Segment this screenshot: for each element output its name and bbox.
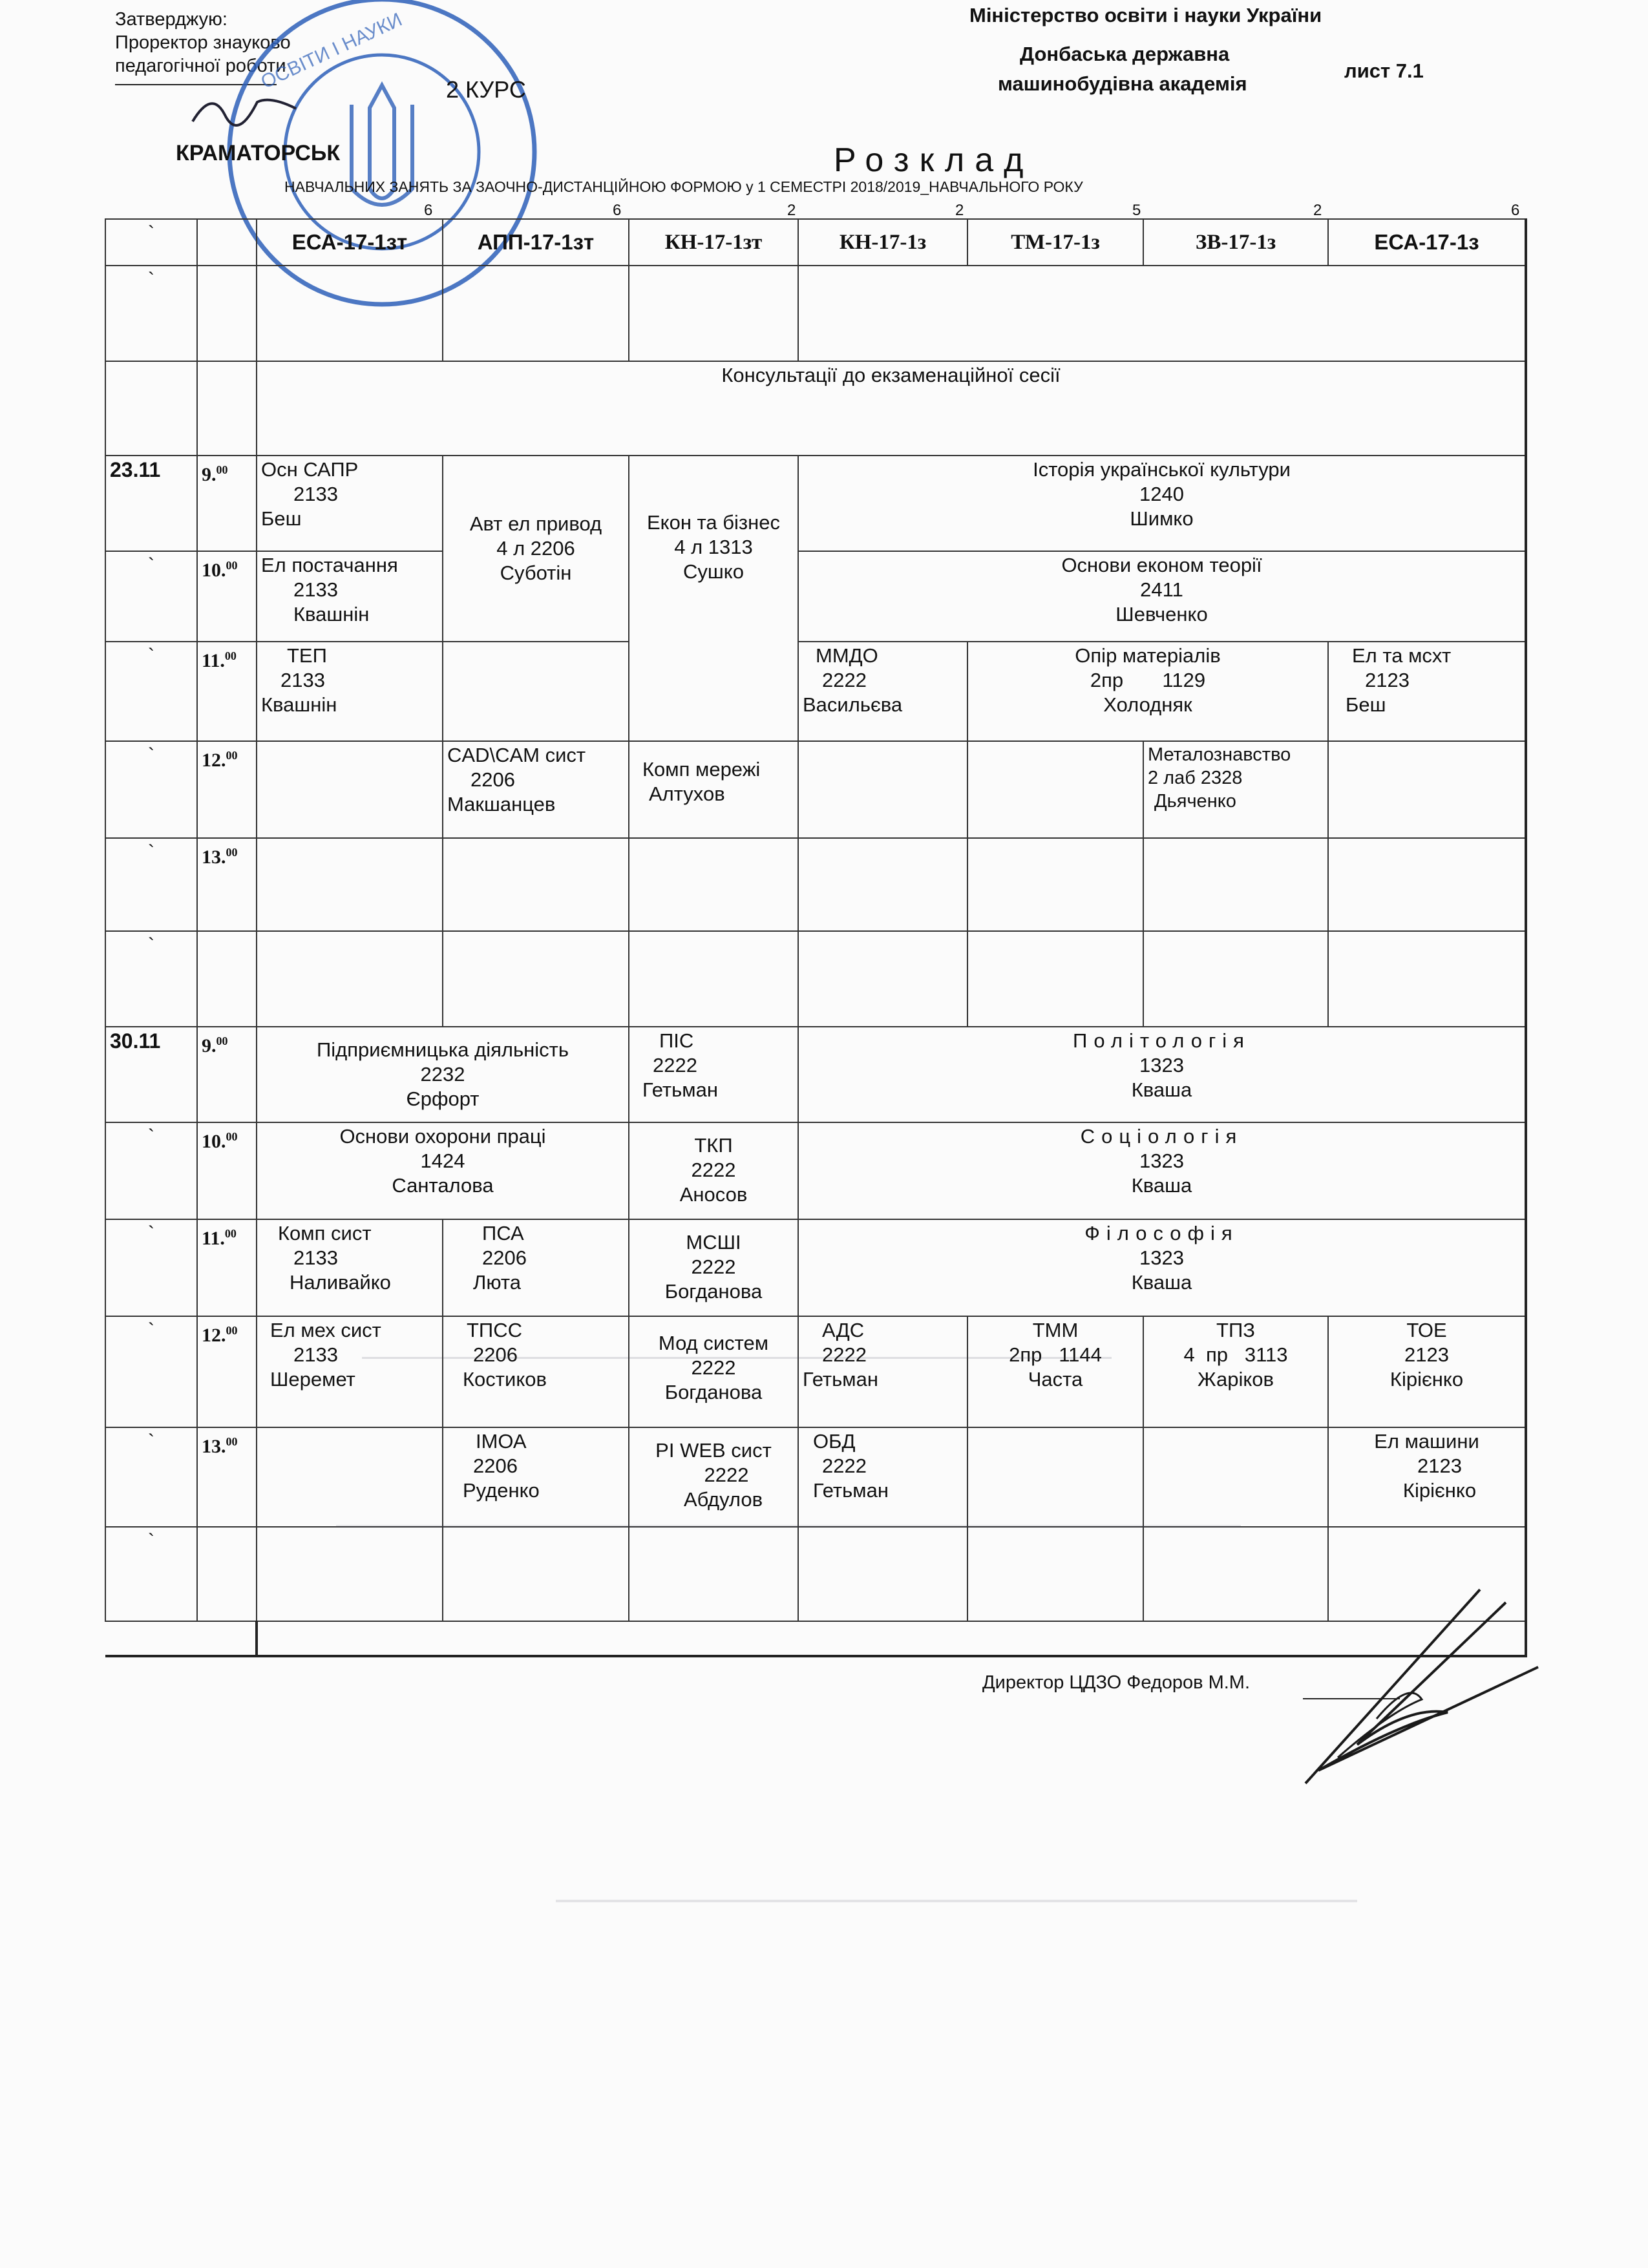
academy-line-1: Донбаська державна	[1020, 43, 1230, 65]
time-value: 13.	[202, 846, 226, 868]
time-minutes: 00	[216, 463, 228, 476]
bleed-through-decoration	[556, 1900, 1357, 1902]
room: 2206	[470, 768, 515, 791]
subject: ММДО	[816, 644, 878, 667]
time-cell	[197, 642, 257, 741]
director-signature-icon	[1280, 1577, 1551, 1796]
teacher: Холодняк	[1103, 693, 1192, 716]
teacher: Алтухов	[649, 782, 725, 805]
room: 2 лаб 2328	[1148, 768, 1243, 788]
room: 2222	[691, 1159, 736, 1181]
teacher: Дьяченко	[1154, 791, 1236, 812]
page-title: Розклад	[834, 142, 1034, 179]
time-value: 10.	[202, 1131, 226, 1152]
teacher: Кваша	[1131, 1078, 1192, 1101]
empty-cell	[967, 931, 1143, 1027]
time-minutes: 00	[226, 1324, 238, 1337]
room: 2222	[704, 1464, 749, 1486]
subject: Ел постачання	[261, 554, 398, 576]
schedule-table	[105, 218, 1527, 1657]
class-cell	[443, 1427, 629, 1527]
class-cell	[629, 741, 798, 838]
subject: PI WEB сист	[655, 1439, 772, 1462]
class-cell	[629, 456, 798, 741]
subject: Авт ел привод	[469, 512, 602, 535]
subject: Основи охорони праці	[339, 1125, 546, 1148]
svg-text:ОСВІТИ І НАУКИ: ОСВІТИ І НАУКИ	[257, 8, 406, 93]
subject: ОБД	[813, 1430, 856, 1453]
room: 2133	[280, 669, 325, 691]
teacher: Жаріков	[1198, 1368, 1274, 1391]
tick-cell: `	[105, 741, 197, 838]
teacher: Костиков	[463, 1368, 547, 1391]
empty-cell	[1143, 1427, 1328, 1527]
empty-cell	[257, 838, 443, 931]
bleed-through-decoration	[362, 1331, 1112, 1359]
room: 2133	[293, 578, 338, 601]
class-cell	[443, 456, 629, 642]
time-value: 11.	[202, 650, 225, 671]
subject: АДС	[822, 1319, 865, 1341]
group-count-5: 5	[1132, 202, 1141, 219]
teacher: Шеремет	[270, 1368, 355, 1391]
subject: ТПСС	[467, 1319, 522, 1341]
room: 1323	[1139, 1246, 1184, 1269]
approval-line-1: Затверджую:	[115, 9, 227, 30]
class-cell	[798, 1219, 1526, 1316]
empty-cell	[1328, 838, 1526, 931]
class-cell	[1143, 741, 1328, 838]
empty-cell	[967, 838, 1143, 931]
class-cell	[257, 1122, 629, 1219]
time-minutes: 00	[226, 1130, 238, 1143]
teacher: Наливайко	[290, 1271, 391, 1294]
class-cell	[1328, 1427, 1526, 1527]
time-cell	[197, 1027, 257, 1122]
teacher: Гетьман	[803, 1368, 878, 1391]
tick-cell: `	[105, 1316, 197, 1427]
group-header: АПП-17-1зт	[443, 219, 629, 266]
teacher: Шимко	[1130, 507, 1194, 530]
teacher: Єрфорт	[406, 1087, 480, 1110]
consult-title: Консультації до екзаменаційної сесії	[257, 361, 1526, 456]
table-row	[105, 266, 1526, 361]
empty-cell	[1143, 838, 1328, 931]
time-minutes: 00	[216, 1034, 228, 1047]
table-row	[105, 741, 1526, 838]
teacher: Беш	[261, 507, 302, 530]
empty-cell	[798, 266, 1526, 361]
class-cell	[257, 1219, 443, 1316]
room: 4 л 1313	[674, 536, 753, 558]
empty-cell	[798, 741, 967, 838]
time-value: 12.	[202, 750, 226, 771]
class-cell	[629, 1219, 798, 1316]
teacher: Санталова	[392, 1174, 494, 1197]
approval-line-3: педагогічної роботи	[115, 56, 286, 76]
class-cell	[798, 1027, 1526, 1122]
time-cell	[197, 1427, 257, 1527]
empty-cell	[105, 361, 197, 456]
group-count-2: 6	[613, 202, 622, 219]
class-cell	[257, 456, 443, 551]
teacher: Кірієнко	[1402, 1479, 1477, 1502]
teacher: Кірієнко	[1389, 1368, 1464, 1391]
table-row	[105, 838, 1526, 931]
room: 2206	[473, 1454, 518, 1477]
empty-cell	[197, 931, 257, 1027]
subject: Основи економ теорії	[1061, 554, 1262, 576]
empty-cell	[629, 1527, 798, 1621]
room: 2133	[293, 483, 338, 505]
room: 2пр 1129	[1090, 669, 1206, 691]
tick-cell: `	[105, 642, 197, 741]
consult-row	[105, 361, 1526, 456]
time-minutes: 00	[226, 1435, 238, 1448]
time-value: 10.	[202, 560, 226, 581]
tick-cell: `	[105, 551, 197, 642]
subject: Осн САПР	[261, 458, 359, 481]
table-row	[105, 1427, 1526, 1527]
class-cell	[257, 1027, 629, 1122]
table-row	[105, 1122, 1526, 1219]
page-subtitle: НАВЧАЛЬНИХ ЗАНЯТЬ ЗА ЗАОЧНО-ДИСТАНЦІЙНОЮ ФОРМОЮ у 1 СЕМЕСТРІ 2018/2019_НАВЧАЛЬНОГО РОКУ	[284, 178, 1083, 195]
room: 2133	[293, 1246, 338, 1269]
approval-signature-icon	[186, 83, 302, 134]
empty-cell	[257, 931, 443, 1027]
time-cell	[197, 551, 257, 642]
empty-cell	[798, 838, 967, 931]
teacher: Гетьман	[813, 1479, 889, 1502]
room: 2206	[482, 1246, 527, 1269]
teacher: Кваша	[1131, 1271, 1192, 1294]
room: 4 л 2206	[496, 537, 575, 560]
group-count-4: 2	[955, 202, 964, 219]
table-row	[105, 1219, 1526, 1316]
tick-cell: `	[105, 1527, 197, 1621]
subject: Комп мережі	[642, 758, 761, 781]
time-value: 12.	[202, 1325, 226, 1346]
empty-cell	[798, 931, 967, 1027]
empty-cell	[197, 219, 257, 266]
empty-cell	[798, 1527, 967, 1621]
class-cell	[798, 1122, 1526, 1219]
teacher: Квашнін	[293, 603, 370, 625]
room: 2222	[653, 1054, 697, 1076]
time-cell	[197, 1316, 257, 1427]
empty-cell	[197, 361, 257, 456]
empty-cell	[629, 838, 798, 931]
table-row	[105, 931, 1526, 1027]
header-row	[105, 219, 1526, 266]
time-cell	[197, 1219, 257, 1316]
subject: ТКП	[694, 1134, 733, 1157]
time-minutes: 00	[226, 559, 238, 572]
class-cell	[629, 1027, 798, 1122]
time-cell	[197, 741, 257, 838]
time-value: 9.	[202, 464, 217, 485]
empty-cell	[967, 1527, 1143, 1621]
teacher: Люта	[473, 1271, 522, 1294]
academy-line-2: машинобудівна академія	[998, 72, 1247, 95]
teacher: Богданова	[664, 1381, 763, 1403]
tick-cell: `	[105, 1122, 197, 1219]
room: 1240	[1139, 483, 1184, 505]
teacher: Сушко	[683, 560, 744, 583]
empty-cell	[629, 931, 798, 1027]
room: 2222	[691, 1356, 736, 1379]
room: 4 пр 3113	[1183, 1343, 1288, 1366]
room: 2222	[822, 1454, 867, 1477]
teacher: Часта	[1028, 1368, 1083, 1391]
subject: Металознавство	[1148, 744, 1291, 765]
group-header: КН-17-1зт	[629, 219, 798, 266]
teacher: Беш	[1346, 693, 1386, 716]
subject: ТПЗ	[1216, 1319, 1255, 1341]
table-row	[105, 1027, 1526, 1122]
tick-cell: `	[105, 266, 197, 361]
teacher: Квашнін	[261, 693, 337, 716]
time-minutes: 00	[226, 749, 238, 762]
subject: Екон та бізнес	[647, 511, 780, 534]
room: 2123	[1417, 1454, 1462, 1477]
empty-cell	[197, 1527, 257, 1621]
room: 2133	[293, 1343, 338, 1366]
tick-cell: `	[105, 219, 197, 266]
subject: Ел машини	[1374, 1430, 1479, 1453]
group-header: КН-17-1з	[798, 219, 967, 266]
room: 2пр 1144	[1009, 1343, 1102, 1366]
subject: Підприємницька діяльність	[316, 1038, 569, 1061]
tick-cell: `	[105, 1219, 197, 1316]
approval-line-2: Проректор знауково	[115, 32, 291, 53]
subject: ТОЕ	[1406, 1319, 1447, 1341]
empty-cell	[1143, 931, 1328, 1027]
empty-cell	[443, 266, 629, 361]
group-header: ЗВ-17-1з	[1143, 219, 1328, 266]
empty-cell	[443, 931, 629, 1027]
time-minutes: 00	[226, 846, 238, 859]
class-cell	[443, 1219, 629, 1316]
class-cell	[967, 642, 1328, 741]
time-value: 13.	[202, 1436, 226, 1457]
ministry-title: Міністерство освіти і науки України	[969, 4, 1322, 26]
empty-cell	[105, 1621, 197, 1656]
teacher: Шевченко	[1115, 603, 1208, 625]
empty-cell	[257, 1427, 443, 1527]
subject: Філософія	[1084, 1222, 1239, 1244]
teacher: Суботін	[500, 562, 572, 584]
teacher: Кваша	[1131, 1174, 1192, 1197]
date-cell: 23.11	[105, 456, 197, 551]
empty-cell	[1328, 931, 1526, 1027]
teacher: Аносов	[679, 1183, 748, 1206]
teacher: Абдулов	[683, 1488, 763, 1511]
tick-cell: `	[105, 931, 197, 1027]
group-count-1: 6	[424, 202, 433, 219]
empty-cell	[1328, 741, 1526, 838]
class-cell	[1328, 1316, 1526, 1427]
time-cell	[197, 1122, 257, 1219]
class-cell	[257, 551, 443, 642]
empty-cell	[197, 266, 257, 361]
empty-cell	[257, 741, 443, 838]
subject: Політологія	[1073, 1029, 1251, 1052]
room: 2123	[1404, 1343, 1449, 1366]
class-cell	[798, 642, 967, 741]
sheet-number: лист 7.1	[1344, 59, 1424, 82]
group-header: ЕСА-17-1зт	[257, 219, 443, 266]
empty-cell	[967, 741, 1143, 838]
subject: ПСА	[482, 1222, 524, 1244]
room: 1424	[420, 1150, 465, 1172]
subject: Історія української культури	[1033, 458, 1291, 481]
subject: ПІС	[659, 1029, 694, 1052]
table-row	[105, 456, 1526, 551]
subject: Ел мех сист	[270, 1319, 381, 1341]
room: 2123	[1365, 669, 1410, 691]
room: 2222	[822, 669, 867, 691]
class-cell	[1328, 642, 1526, 741]
room: 2411	[1140, 578, 1183, 601]
subject: Соціологія	[1080, 1125, 1243, 1148]
room: 2206	[473, 1343, 518, 1366]
room: 2222	[691, 1255, 736, 1278]
subject: CAD\CAM сист	[447, 744, 586, 766]
subject: Опір матеріалів	[1075, 644, 1221, 667]
time-minutes: 00	[224, 1227, 237, 1240]
class-cell	[798, 551, 1526, 642]
teacher: Гетьман	[642, 1078, 718, 1101]
table-row	[105, 642, 1526, 741]
subject: ТЕП	[287, 644, 327, 667]
time-cell	[197, 456, 257, 551]
empty-cell	[257, 266, 443, 361]
city-label: КРАМАТОРСЬК	[176, 141, 341, 165]
group-count-6: 2	[1313, 202, 1322, 219]
class-cell	[443, 741, 629, 838]
class-cell	[1143, 1316, 1328, 1427]
class-cell	[798, 1427, 967, 1527]
teacher: Васильєва	[803, 693, 903, 716]
class-cell	[629, 1122, 798, 1219]
group-header: ТМ-17-1з	[967, 219, 1143, 266]
class-cell	[257, 642, 443, 741]
tick-cell: `	[105, 838, 197, 931]
empty-cell	[443, 838, 629, 931]
teacher: Макшанцев	[447, 793, 556, 815]
time-value: 9.	[202, 1035, 217, 1056]
class-cell	[629, 1427, 798, 1527]
empty-cell	[257, 1527, 443, 1621]
course-label: 2 КУРС	[446, 76, 526, 103]
room: 2222	[822, 1343, 867, 1366]
room: 2232	[420, 1063, 465, 1086]
time-cell	[197, 838, 257, 931]
empty-cell	[443, 642, 629, 741]
bleed-through-decoration	[336, 1525, 1241, 1528]
class-cell	[798, 456, 1526, 551]
subject: Ел та мсхт	[1352, 644, 1452, 667]
group-count-7: 6	[1511, 202, 1520, 219]
table-row	[105, 551, 1526, 642]
tick-cell: `	[105, 1427, 197, 1527]
group-count-3: 2	[787, 202, 796, 219]
time-minutes: 00	[224, 649, 237, 662]
group-header: ЕСА-17-1з	[1328, 219, 1526, 266]
date-cell: 30.11	[105, 1027, 197, 1122]
subject: Комп сист	[278, 1222, 372, 1244]
empty-cell	[197, 1621, 257, 1656]
teacher: Руденко	[463, 1479, 540, 1502]
teacher: Богданова	[664, 1280, 763, 1303]
subject: ІМОА	[476, 1430, 527, 1453]
time-value: 11.	[202, 1228, 225, 1249]
room: 1323	[1139, 1054, 1184, 1076]
subject: МСШІ	[686, 1231, 741, 1254]
room: 1323	[1139, 1150, 1184, 1172]
empty-cell	[443, 1527, 629, 1621]
subject: ТММ	[1032, 1319, 1079, 1341]
empty-cell	[629, 266, 798, 361]
empty-cell	[967, 1427, 1143, 1527]
director-signature-line: Директор ЦДЗО Федоров М.М.	[982, 1672, 1251, 1693]
subject: Мод систем	[658, 1332, 769, 1354]
